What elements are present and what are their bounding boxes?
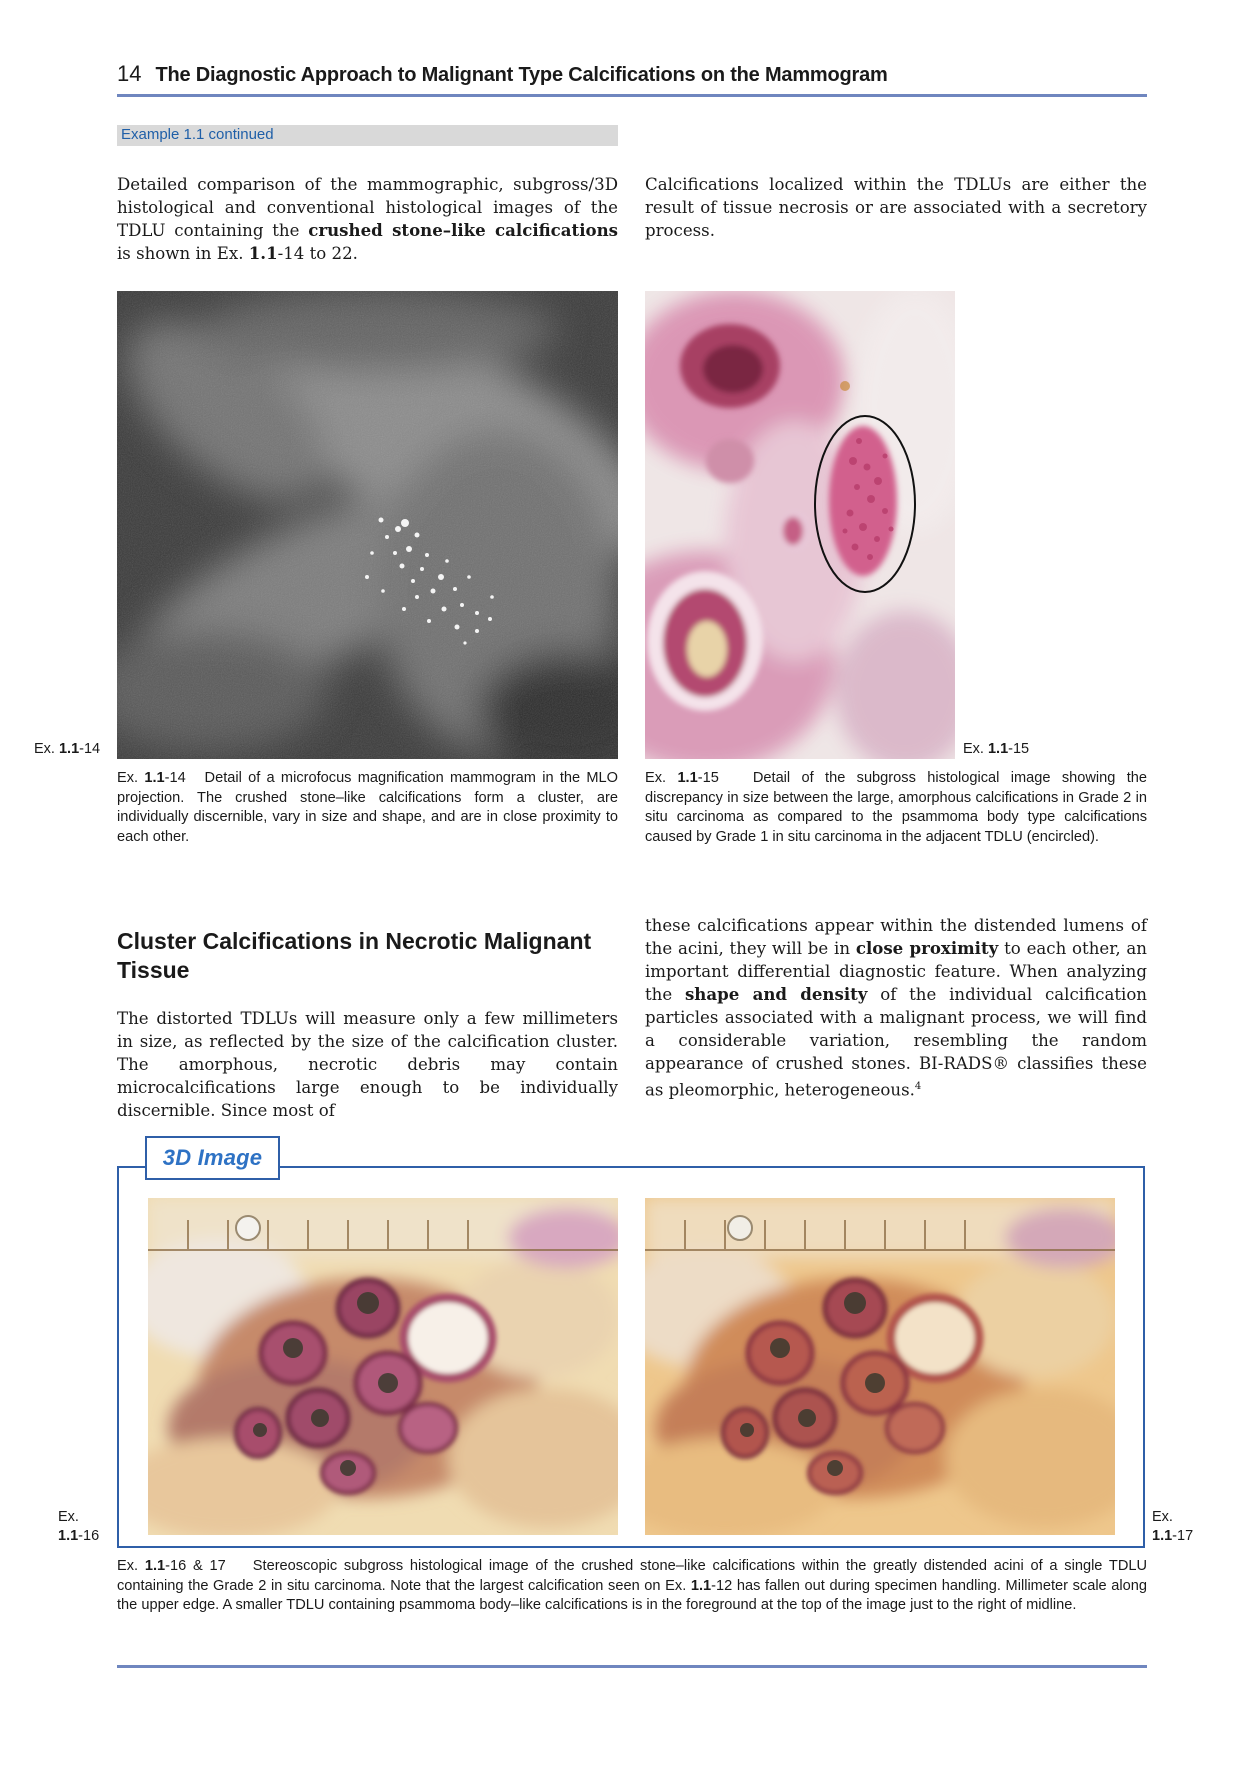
section-heading: Cluster Calcifications in Necrotic Malignant Tissue bbox=[117, 928, 592, 983]
example-tag bbox=[117, 125, 618, 146]
section-right-paragraph bbox=[645, 914, 1147, 1102]
stereo-image-left bbox=[148, 1198, 618, 1535]
fig14-caption-text: Detail of a microfocus magnification mammogram in the MLO projection. The crushed stone–like calcifications form a cluster, are individually discernible, vary in size and shape, and are in close proximity to each other. bbox=[117, 770, 619, 845]
fig16-17-caption-ref: 1.1 bbox=[690, 1577, 712, 1594]
histology-image bbox=[645, 291, 955, 759]
stereo-right-graphic bbox=[645, 1198, 1115, 1535]
intro-right-paragraph: Calcifications localized within the TDLUs are either the result of tissue necrosis or are associated with a secretory process. bbox=[645, 175, 1147, 240]
mammogram-graphic bbox=[117, 291, 618, 759]
fig16-17-caption bbox=[117, 1557, 1147, 1616]
section-right-text-2: to each other, an important differential diagnostic feature. When analyzing the bbox=[645, 939, 1147, 1004]
fig16-label-line1: Ex. bbox=[58, 1509, 79, 1525]
intro-left-text-2: is shown in Ex. bbox=[117, 244, 249, 263]
intro-left-text-3: -14 to 22. bbox=[277, 244, 358, 263]
section-right-text-1: these calcifications appear within the distended lumens of the acini, they will be in bbox=[645, 916, 1147, 958]
fig14-label-prefix: Ex. bbox=[34, 741, 59, 757]
fig16-17-caption-text-2: -12 has fallen out during specimen handling. Millimeter scale along the upper edge. A smaller TDLU containing psammoma body–like calcifications is in the foreground at the top of the image just to the right of midline. bbox=[117, 1577, 1147, 1613]
fig15-label-bold: 1.1 bbox=[987, 741, 1009, 757]
fig15-caption bbox=[645, 769, 1147, 847]
fig16-17-caption-prefix: Ex. bbox=[117, 1558, 145, 1574]
histology-graphic bbox=[645, 291, 955, 759]
fig16-label-bold: 1.1 bbox=[58, 1528, 79, 1544]
3d-image-tab bbox=[145, 1136, 280, 1180]
fig15-label-suffix: -15 bbox=[1008, 741, 1030, 757]
fig14-label-suffix: -14 bbox=[79, 741, 101, 757]
fig17-label-line1: Ex. bbox=[1152, 1509, 1173, 1525]
fig16-17-caption-bold: 1.1 bbox=[144, 1558, 166, 1574]
intro-left-text: Detailed comparison of the mammographic, subgross/3D histological and conventional histological images of the TDLU containing the bbox=[117, 175, 618, 240]
footer-rule bbox=[117, 1665, 1147, 1668]
3d-image-tab-label: 3D Image bbox=[162, 1145, 263, 1170]
fig15-caption-text: Detail of the subgross histological image showing the discrepancy in size between the large, amorphous calcifications in Grade 2 in situ carcinoma as compared to the psammoma body type calcifications caused by Grade 1 in situ carcinoma in the adjacent TDLU (encircled). bbox=[645, 770, 1148, 845]
stereo-image-right bbox=[645, 1198, 1115, 1535]
fig14-caption bbox=[117, 769, 618, 847]
example-tag-label: Example 1.1 continued bbox=[121, 126, 274, 143]
fig16-17-caption-text: Stereoscopic subgross histological image of the crushed stone–like calcifications within the greatly distended acini of a single TDLU containing the Grade 2 in situ carcinoma. Note that the largest calcification seen on Ex. bbox=[117, 1558, 1148, 1594]
fig16-label bbox=[58, 1508, 99, 1546]
fig17-label-bold: 1.1 bbox=[1152, 1528, 1173, 1544]
section-right-bold-2: shape and density bbox=[684, 984, 868, 1004]
section-right-text-3: of the individual calcification particles associated with a malignant process, we will find a considerable variation, resembling the random appearance of crushed stones. BI-RADS® classifies these as pleomorphic, heterogeneous. bbox=[645, 985, 1147, 1100]
fig16-label-suffix: -16 bbox=[78, 1528, 100, 1544]
mammogram-image bbox=[117, 291, 618, 759]
footnote-ref: 4 bbox=[914, 1081, 922, 1092]
intro-left-bold: crushed stone–like calcifications bbox=[308, 220, 618, 240]
section-left-paragraph: The distorted TDLUs will measure only a few millimeters in size, as reflected by the size of the calcification cluster. The amorphous, necrotic debris may contain microcalcifications large enough to be individually discernible. Since most of bbox=[117, 1009, 618, 1120]
fig17-label bbox=[1152, 1508, 1193, 1546]
stereo-left-graphic bbox=[148, 1198, 618, 1535]
fig16-17-caption-num: -16 & 17 bbox=[165, 1558, 226, 1574]
page-number: 14 bbox=[117, 61, 142, 86]
running-title: The Diagnostic Approach to Malignant Type Calcifications on the Mammogram bbox=[155, 64, 888, 86]
fig15-caption-bold: 1.1 bbox=[677, 770, 698, 786]
fig14-caption-num: -14 bbox=[164, 770, 186, 786]
fig17-label-suffix: -17 bbox=[1172, 1528, 1194, 1544]
fig14-label-bold: 1.1 bbox=[58, 741, 80, 757]
intro-left-paragraph bbox=[117, 173, 618, 265]
fig15-label bbox=[963, 741, 1029, 757]
intro-left-ref: 1.1 bbox=[248, 243, 278, 263]
fig15-label-prefix: Ex. bbox=[963, 741, 988, 757]
fig15-caption-prefix: Ex. bbox=[645, 770, 678, 786]
fig14-caption-bold: 1.1 bbox=[144, 770, 165, 786]
running-head bbox=[117, 61, 1147, 93]
fig14-caption-prefix: Ex. bbox=[117, 770, 145, 786]
header-rule bbox=[117, 94, 1147, 97]
section-right-bold-1: close proximity bbox=[855, 938, 999, 958]
fig15-caption-num: -15 bbox=[697, 770, 719, 786]
fig14-label bbox=[34, 741, 100, 757]
